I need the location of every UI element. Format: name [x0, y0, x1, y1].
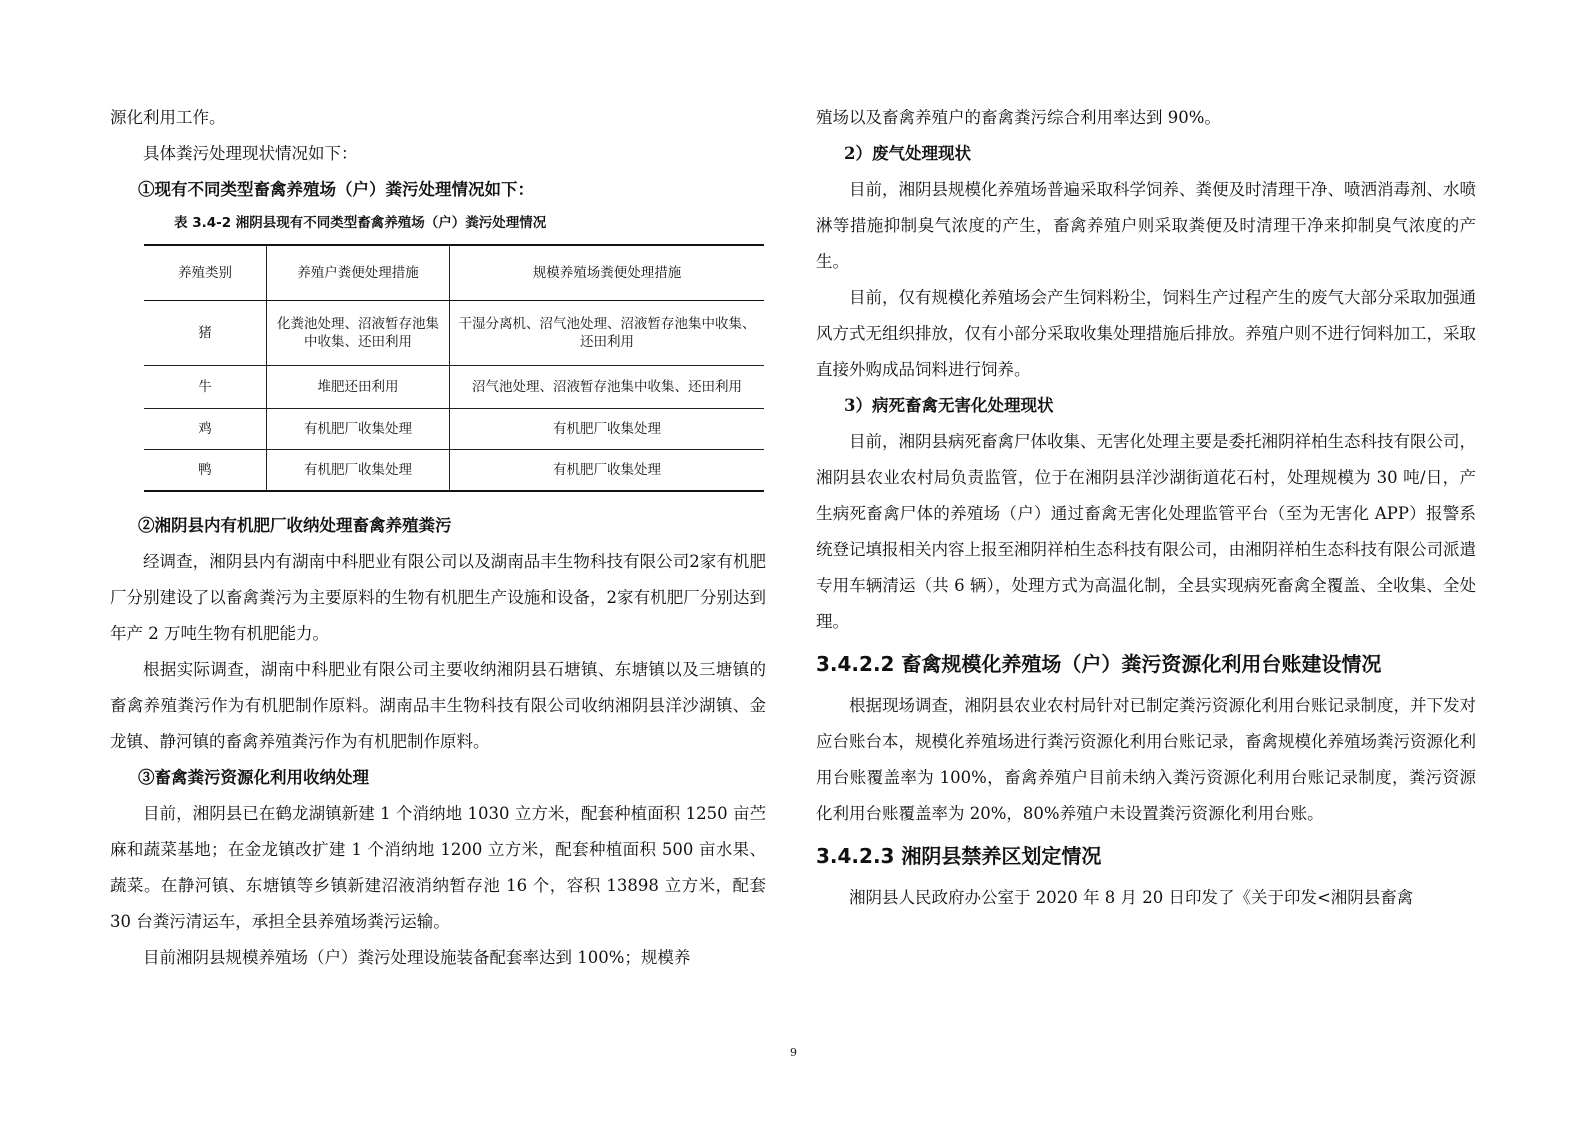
table-row	[144, 366, 764, 409]
paragraph: 经调查，湘阴县内有湖南中科肥业有限公司以及湖南品丰生物科技有限公司2家有机肥厂分别建设了以畜禽粪污为主要原料的生物有机肥生产设施和设备，2家有机肥厂分别达到年产 2 万吨生物有机肥能力。	[110, 552, 766, 643]
section-heading: 3.4.2.2 畜禽规模化养殖场（户）粪污资源化利用台账建设情况	[816, 652, 1382, 676]
paragraph: 目前，湘阴县病死畜禽尸体收集、无害化处理主要是委托湘阴祥柏生态科技有限公司，湘阴县农业农村局负责监管，位于在湘阴县洋沙湖街道花石村，处理规模为 30 吨/日，产生病死畜禽尸体的养殖场（户）通过畜禽无害化处理监管平台（至为无害化 APP）报警系统登记填报相关内容上报至湘阴祥柏生态科技有限公司，由湘阴祥柏生态科技有限公司派遣专用车辆清运（共 6 辆），处理方式为高温化制，全县实现病死畜禽全覆盖、全收集、全处理。	[816, 432, 1476, 631]
table-cell: 干湿分离机、沼气池处理、沼液暂存池集中收集、还田利用	[450, 301, 765, 366]
table-header: 养殖类别	[144, 245, 267, 301]
subheading: 2）废气处理现状	[844, 144, 971, 163]
table-cell: 化粪池处理、沼液暂存池集中收集、还田利用	[267, 301, 450, 366]
left-column	[110, 100, 766, 976]
table-cell: 鸭	[144, 450, 267, 492]
subheading: ③畜禽粪污资源化利用收纳处理	[138, 768, 369, 787]
paragraph: 湘阴县人民政府办公室于 2020 年 8 月 20 日印发了《关于印发<湘阴县畜禽	[849, 888, 1414, 907]
table-cell: 鸡	[144, 409, 267, 450]
paragraph: 具体粪污处理现状情况如下：	[143, 144, 358, 163]
paragraph: 目前，湘阴县规模化养殖场普遍采取科学饲养、粪便及时清理干净、喷洒消毒剂、水喷淋等措施抑制臭气浓度的产生，畜禽养殖户则采取粪便及时清理干净来抑制臭气浓度的产生。	[816, 180, 1476, 271]
subheading: 3）病死畜禽无害化处理现状	[844, 396, 1054, 415]
section-heading: 3.4.2.3 湘阴县禁养区划定情况	[816, 844, 1102, 868]
table-cell: 有机肥厂收集处理	[267, 409, 450, 450]
table-header-text: 规模养殖场粪便处理措施	[532, 265, 682, 281]
table-cell: 猪	[144, 301, 267, 366]
subheading: ①现有不同类型畜禽养殖场（户）粪污处理情况如下：	[138, 180, 534, 199]
page-number: 9	[790, 1046, 797, 1059]
table-row	[144, 450, 764, 492]
treatment-table	[144, 244, 764, 492]
paragraph: 目前湘阴县规模养殖场（户）粪污处理设施装备配套率达到 100%；规模养	[143, 948, 691, 967]
table-cell: 有机肥厂收集处理	[267, 450, 450, 492]
table-caption: 表 3.4-2 湘阴县现有不同类型畜禽养殖场（户）粪污处理情况	[174, 215, 547, 231]
paragraph: 目前，湘阴县已在鹤龙湖镇新建 1 个消纳地 1030 立方米，配套种植面积 1250 亩苎麻和蔬菜基地；在金龙镇改扩建 1 个消纳地 1200 立方米，配套种植面积 500 亩水果、蔬菜。在静河镇、东塘镇等乡镇新建沼液消纳暂存池 16 个，容积 13898 立方米，配套 30 台粪污清运车，承担全县养殖场粪污运输。	[110, 804, 766, 931]
table-cell: 牛	[144, 366, 267, 409]
table-row	[144, 409, 764, 450]
paragraph: 源化利用工作。	[110, 108, 226, 127]
subheading: ②湘阴县内有机肥厂收纳处理畜禽养殖粪污	[138, 516, 452, 535]
table-cell: 沼气池处理、沼液暂存池集中收集、还田利用	[450, 366, 765, 409]
paragraph: 根据实际调查，湖南中科肥业有限公司主要收纳湘阴县石塘镇、东塘镇以及三塘镇的畜禽养殖粪污作为有机肥制作原料。湖南品丰生物科技有限公司收纳湘阴县洋沙湖镇、金龙镇、静河镇的畜禽养殖粪污作为有机肥制作原料。	[110, 660, 766, 751]
table-header	[450, 245, 765, 301]
table-cell: 有机肥厂收集处理	[450, 409, 765, 450]
paragraph: 殖场以及畜禽养殖户的畜禽粪污综合利用率达到 90%。	[816, 108, 1221, 127]
table-cell: 堆肥还田利用	[267, 366, 450, 409]
paragraph: 目前，仅有规模化养殖场会产生饲料粉尘，饲料生产过程产生的废气大部分采取加强通风方式无组织排放，仅有小部分采取收集处理措施后排放。养殖户则不进行饲料加工，采取直接外购成品饲料进行饲养。	[816, 288, 1476, 379]
table-row	[144, 301, 764, 366]
table-header: 养殖户粪便处理措施	[267, 245, 450, 301]
paragraph: 根据现场调查，湘阴县农业农村局针对已制定粪污资源化利用台账记录制度，并下发对应台账台本，规模化养殖场进行粪污资源化利用台账记录，畜禽规模化养殖场粪污资源化利用台账覆盖率为 100%，畜禽养殖户目前未纳入粪污资源化利用台账记录制度，粪污资源化利用台账覆盖率为 20%，80%养殖户未设置粪污资源化利用台账。	[816, 696, 1476, 823]
right-column	[816, 100, 1476, 916]
table-cell: 有机肥厂收集处理	[450, 450, 765, 492]
